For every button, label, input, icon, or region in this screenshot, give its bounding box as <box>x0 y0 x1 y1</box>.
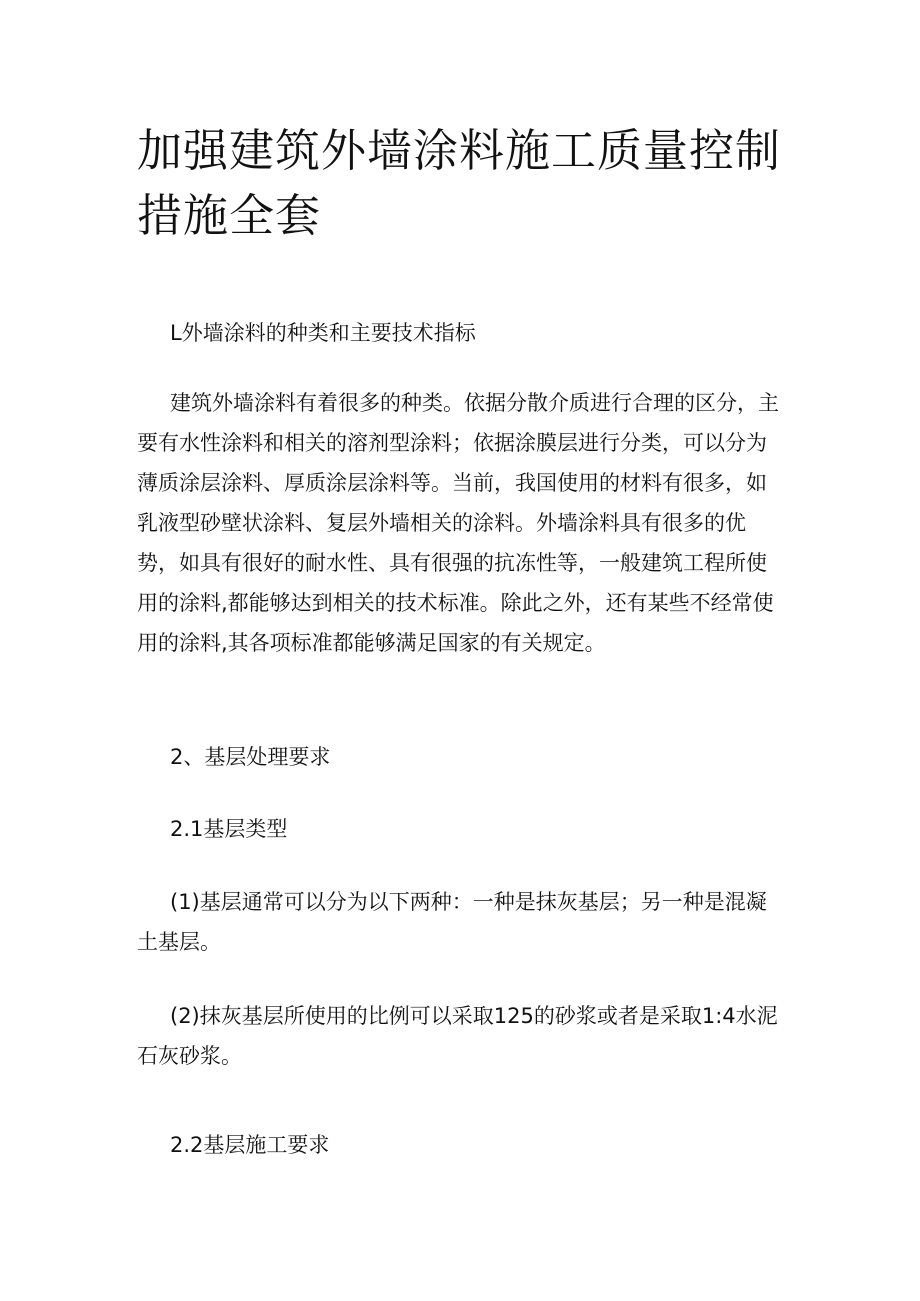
document-title: 加强建筑外墙涂料施工质量控制措施全套 <box>137 124 782 242</box>
list-item-1: (1)基层通常可以分为以下两种：一种是抹灰基层；另一种是混凝土基层。 <box>137 890 767 954</box>
section-heading-1: L外墙涂料的种类和主要技术指标 <box>170 321 476 345</box>
body-paragraph-1: 建筑外墙涂料有着很多的种类。依据分散介质进行合理的区分，主要有水性涂料和相关的溶剂型涂料；依据涂膜层进行分类，可以分为薄质涂层涂料、厚质涂层涂料等。当前，我国使用的材料有很多，如乳液型砂壁状涂料、复层外墙相关的涂料。外墙涂料具有很多的优势，如具有很好的耐水性、具有很强的抗冻性等，一般建筑工程所使用的涂料,都能够达到相关的技术标准。除此之外，还有某些不经常使用的涂料,其各项标准都能够满足国家的有关规定。 <box>137 391 779 655</box>
list-item-2: (2)抹灰基层所使用的比例可以采取125的砂浆或者是采取1:4水泥石灰砂浆。 <box>137 1004 778 1068</box>
subsection-heading-2-1: 2.1基层类型 <box>170 817 288 841</box>
subsection-heading-2-2: 2.2基层施工要求 <box>170 1133 330 1157</box>
section-heading-2: 2、基层处理要求 <box>170 745 331 769</box>
